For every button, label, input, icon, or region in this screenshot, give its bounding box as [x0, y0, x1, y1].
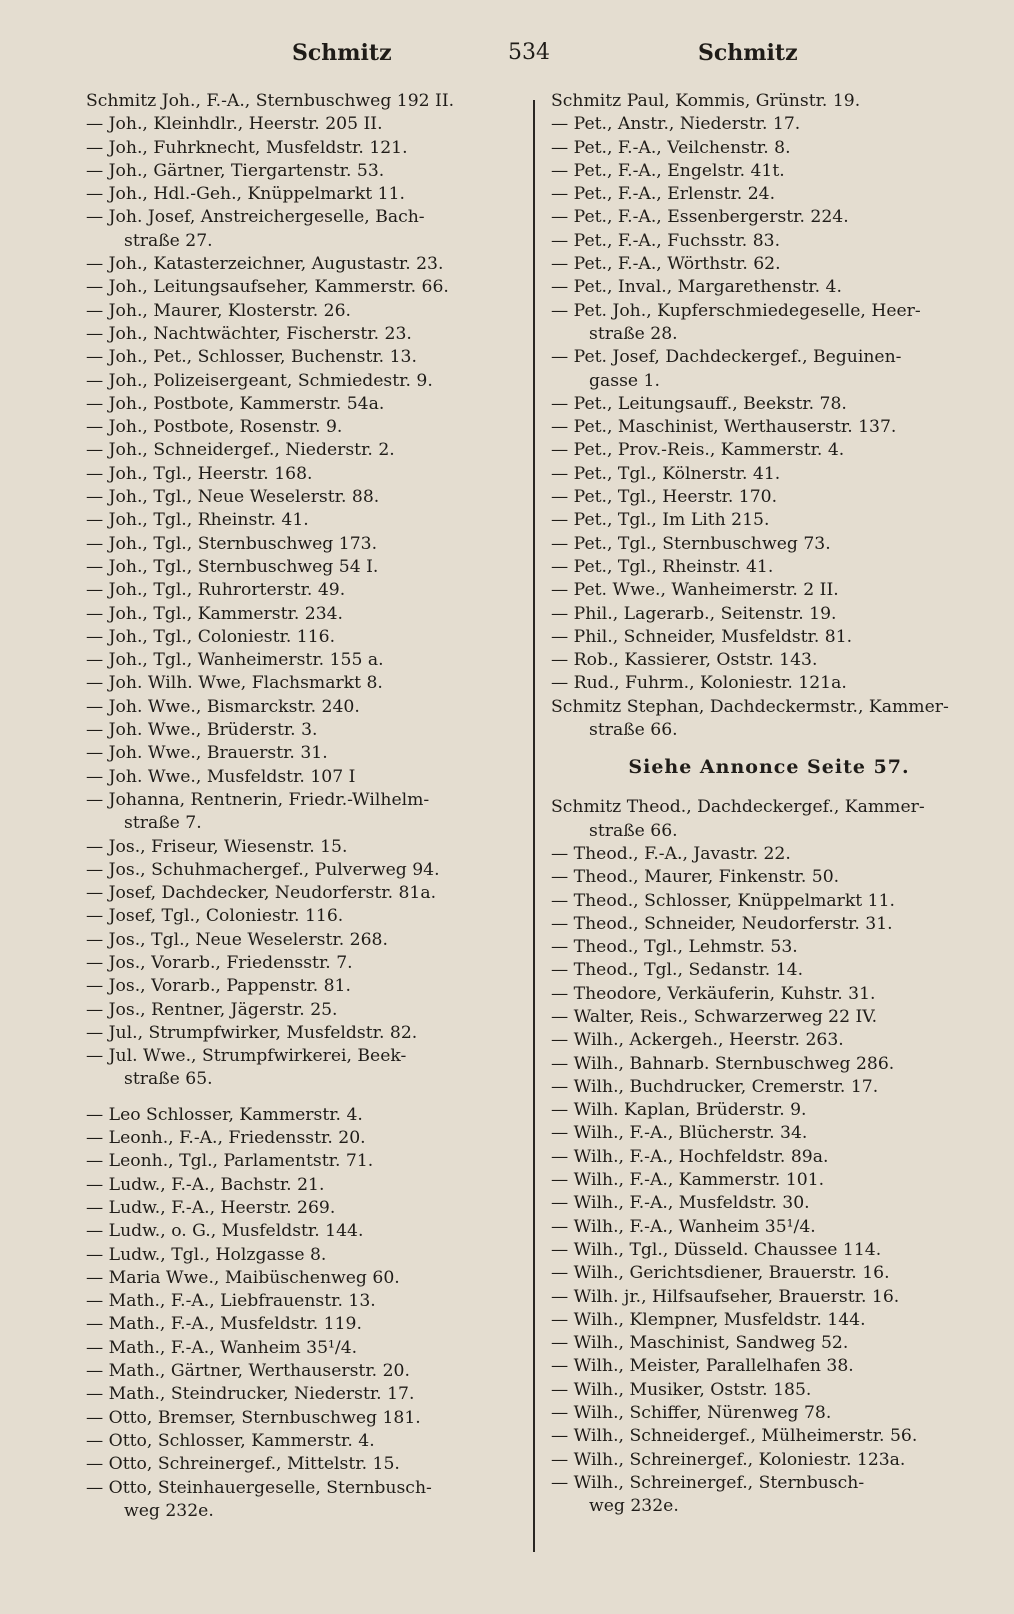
- directory-entry: — Theod., Maurer, Finkenstr. 50.: [551, 867, 840, 888]
- directory-entry: — Joh., Nachtwächter, Fischerstr. 23.: [86, 323, 412, 344]
- directory-entry: — Wilh., F.-A., Hochfeldstr. 89a.: [551, 1146, 829, 1167]
- directory-entry: — Wilh., Klempner, Musfeldstr. 144.: [551, 1309, 866, 1330]
- right-column-top: [551, 90, 987, 742]
- directory-entry: — Theod., Tgl., Lehmstr. 53.: [551, 937, 798, 958]
- directory-entry: weg 232e.: [589, 1496, 679, 1517]
- directory-entry: — Jos., Rentner, Jägerstr. 25.: [86, 999, 338, 1020]
- directory-entry: straße 66.: [589, 720, 678, 741]
- advertisement-notice: Siehe Annonce Seite 57.: [628, 756, 910, 779]
- page-number: 534: [508, 40, 550, 65]
- directory-entry: — Jul., Strumpfwirker, Musfeldstr. 82.: [86, 1022, 418, 1043]
- directory-entry: — Joh., Tgl., Wanheimerstr. 155 a.: [86, 650, 384, 671]
- directory-entry: — Pet., Anstr., Niederstr. 17.: [551, 114, 801, 135]
- directory-entry: — Walter, Reis., Schwarzerweg 22 IV.: [551, 1006, 878, 1027]
- directory-entry: — Theodore, Verkäuferin, Kuhstr. 31.: [551, 983, 876, 1004]
- directory-entry: — Joh., Tgl., Kammerstr. 234.: [86, 603, 344, 624]
- directory-entry: — Joh. Wwe., Musfeldstr. 107 I: [86, 766, 356, 787]
- directory-entry: — Wilh., Maschinist, Sandweg 52.: [551, 1333, 849, 1354]
- directory-entry: — Rob., Kassierer, Oststr. 143.: [551, 650, 818, 671]
- directory-entry: — Phil., Lagerarb., Seitenstr. 19.: [551, 603, 837, 624]
- directory-entry: — Johanna, Rentnerin, Friedr.-Wilhelm-: [86, 789, 430, 810]
- directory-entry: — Joh., Tgl., Rheinstr. 41.: [86, 510, 309, 531]
- directory-entry: — Pet., Inval., Margarethenstr. 4.: [551, 277, 842, 298]
- directory-entry: — Wilh., Schreinergef., Sternbusch-: [551, 1472, 865, 1493]
- directory-entry: — Pet., F.-A., Veilchenstr. 8.: [551, 137, 791, 158]
- directory-entry: — Leonh., F.-A., Friedensstr. 20.: [86, 1128, 366, 1149]
- directory-entry: — Wilh., F.-A., Blücherstr. 34.: [551, 1123, 808, 1144]
- directory-entry: — Jos., Schuhmachergef., Pulverweg 94.: [86, 859, 440, 880]
- directory-entry: — Pet., F.-A., Wörthstr. 62.: [551, 254, 781, 275]
- directory-entry: — Math., F.-A., Wanheim 35¹/4.: [86, 1337, 358, 1358]
- directory-entry: — Wilh., F.-A., Kammerstr. 101.: [551, 1170, 825, 1191]
- directory-entry: — Otto, Bremser, Sternbuschweg 181.: [86, 1407, 421, 1428]
- directory-entry: — Otto, Steinhauergeselle, Sternbusch-: [86, 1477, 432, 1498]
- directory-entry: gasse 1.: [589, 370, 660, 391]
- directory-entry: — Pet. Wwe., Wanheimerstr. 2 II.: [551, 580, 839, 601]
- directory-entry: straße 28.: [589, 323, 678, 344]
- right-column: [551, 90, 987, 1519]
- directory-entry: — Josef, Tgl., Coloniestr. 116.: [86, 906, 344, 927]
- directory-entry: — Wilh., Schneidergef., Mülheimerstr. 56.: [551, 1426, 918, 1447]
- directory-entry: — Otto, Schreinergef., Mittelstr. 15.: [86, 1454, 400, 1475]
- directory-entry: — Leonh., Tgl., Parlamentstr. 71.: [86, 1151, 374, 1172]
- directory-entry: — Pet., Leitungsauff., Beekstr. 78.: [551, 393, 847, 414]
- directory-entry: — Joh., Postbote, Rosenstr. 9.: [86, 417, 343, 438]
- directory-entry: — Rud., Fuhrm., Koloniestr. 121a.: [551, 673, 847, 694]
- directory-entry: — Theod., Tgl., Sedanstr. 14.: [551, 960, 804, 981]
- directory-entry: — Math., Gärtner, Werthauserstr. 20.: [86, 1361, 410, 1382]
- directory-entry: — Joh., Maurer, Klosterstr. 26.: [86, 300, 352, 321]
- right-column-bottom: [551, 796, 987, 1518]
- directory-entry: weg 232e.: [124, 1500, 214, 1521]
- directory-entry: — Pet., Maschinist, Werthauserstr. 137.: [551, 417, 897, 438]
- directory-entry: straße 7.: [124, 813, 202, 834]
- directory-entry: — Joh. Wwe., Bismarckstr. 240.: [86, 696, 360, 717]
- directory-entry: — Joh., Katasterzeichner, Augustastr. 23.: [86, 254, 444, 275]
- directory-entry: — Wilh., Ackergeh., Heerstr. 263.: [551, 1030, 844, 1051]
- directory-entry: — Math., Steindrucker, Niederstr. 17.: [86, 1384, 415, 1405]
- directory-entry: — Joh., Tgl., Sternbuschweg 54 I.: [86, 556, 379, 577]
- directory-entry: straße 27.: [124, 230, 213, 251]
- directory-entry: — Jos., Vorarb., Pappenstr. 81.: [86, 976, 351, 997]
- directory-entry: — Pet., F.-A., Erlenstr. 24.: [551, 184, 776, 205]
- directory-entry: — Joh. Wwe., Brüderstr. 3.: [86, 720, 318, 741]
- directory-entry: — Wilh., Meister, Parallelhafen 38.: [551, 1356, 854, 1377]
- directory-entry: — Ludw., F.-A., Heerstr. 269.: [86, 1197, 336, 1218]
- directory-entry: — Joh., Schneidergef., Niederstr. 2.: [86, 440, 395, 461]
- directory-entry: — Joh., Leitungsaufseher, Kammerstr. 66.: [86, 277, 449, 298]
- directory-entry: — Wilh., Gerichtsdiener, Brauerstr. 16.: [551, 1263, 890, 1284]
- directory-entry: — Jul. Wwe., Strumpfwirkerei, Beek-: [86, 1046, 407, 1067]
- directory-entry: — Joh., Fuhrknecht, Musfeldstr. 121.: [86, 137, 408, 158]
- directory-entry: — Joh., Gärtner, Tiergartenstr. 53.: [86, 160, 385, 181]
- directory-entry: — Pet., Tgl., Kölnerstr. 41.: [551, 463, 781, 484]
- directory-entry: — Joh. Wilh. Wwe, Flachsmarkt 8.: [86, 673, 383, 694]
- directory-entry: — Pet., Prov.-Reis., Kammerstr. 4.: [551, 440, 845, 461]
- directory-entry: — Pet., F.-A., Engelstr. 41t.: [551, 160, 785, 181]
- directory-entry: — Theod., F.-A., Javastr. 22.: [551, 843, 791, 864]
- directory-entry: — Josef, Dachdecker, Neudorferstr. 81a.: [86, 883, 437, 904]
- directory-entry: — Ludw., o. G., Musfeldstr. 144.: [86, 1221, 364, 1242]
- directory-entry: — Pet. Josef, Dachdeckergef., Beguinen-: [551, 347, 902, 368]
- directory-entry: — Otto, Schlosser, Kammerstr. 4.: [86, 1430, 375, 1451]
- directory-entry: — Math., F.-A., Musfeldstr. 119.: [86, 1314, 362, 1335]
- directory-entry: — Theod., Schlosser, Knüppelmarkt 11.: [551, 890, 896, 911]
- directory-entry: — Phil., Schneider, Musfeldstr. 81.: [551, 626, 853, 647]
- directory-entry: Schmitz Theod., Dachdeckergef., Kammer-: [551, 797, 925, 818]
- directory-entry: — Theod., Schneider, Neudorferstr. 31.: [551, 913, 893, 934]
- directory-entry: — Wilh. Kaplan, Brüderstr. 9.: [551, 1100, 807, 1121]
- directory-entry: — Wilh., Schiffer, Nürenweg 78.: [551, 1403, 832, 1424]
- directory-entry: — Wilh., Musiker, Oststr. 185.: [551, 1379, 812, 1400]
- left-column: [86, 90, 514, 1523]
- directory-entry: — Wilh., F.-A., Musfeldstr. 30.: [551, 1193, 810, 1214]
- directory-entry: — Joh., Pet., Schlosser, Buchenstr. 13.: [86, 347, 417, 368]
- directory-entry: — Math., F.-A., Liebfrauenstr. 13.: [86, 1291, 376, 1312]
- directory-entry: — Jos., Vorarb., Friedensstr. 7.: [86, 952, 353, 973]
- directory-entry: — Jos., Tgl., Neue Weselerstr. 268.: [86, 929, 388, 950]
- directory-entry: — Jos., Friseur, Wiesenstr. 15.: [86, 836, 348, 857]
- directory-entry: — Leo Schlosser, Kammerstr. 4.: [86, 1104, 363, 1125]
- running-head-right: Schmitz: [698, 40, 798, 66]
- directory-entry: — Joh., Polizeisergeant, Schmiedestr. 9.: [86, 370, 433, 391]
- directory-entry: — Joh., Tgl., Ruhrorterstr. 49.: [86, 580, 346, 601]
- directory-entry: — Maria Wwe., Maibüschenweg 60.: [86, 1267, 400, 1288]
- column-divider: [533, 100, 535, 1552]
- directory-entry: — Pet., Tgl., Rheinstr. 41.: [551, 556, 774, 577]
- directory-entry: — Pet., Tgl., Heerstr. 170.: [551, 487, 778, 508]
- directory-entry: — Ludw., Tgl., Holzgasse 8.: [86, 1244, 327, 1265]
- directory-entry: — Joh., Hdl.-Geh., Knüppelmarkt 11.: [86, 184, 406, 205]
- directory-entry: — Wilh., Buchdrucker, Cremerstr. 17.: [551, 1076, 879, 1097]
- directory-entry: — Joh., Kleinhdlr., Heerstr. 205 II.: [86, 114, 383, 135]
- page-header: [0, 40, 1014, 80]
- directory-entry: — Joh., Tgl., Heerstr. 168.: [86, 463, 313, 484]
- directory-entry: — Pet., F.-A., Fuchsstr. 83.: [551, 230, 781, 251]
- directory-entry: — Ludw., F.-A., Bachstr. 21.: [86, 1174, 325, 1195]
- directory-entry: straße 66.: [589, 820, 678, 841]
- directory-entry: — Joh., Tgl., Coloniestr. 116.: [86, 626, 336, 647]
- directory-entry: — Wilh. jr., Hilfsaufseher, Brauerstr. 16.: [551, 1286, 900, 1307]
- directory-entry: — Wilh., Bahnarb. Sternbuschweg 286.: [551, 1053, 895, 1074]
- directory-entry: Schmitz Joh., F.-A., Sternbuschweg 192 II.: [86, 91, 455, 111]
- directory-entry: — Wilh., F.-A., Wanheim 35¹/4.: [551, 1216, 816, 1237]
- directory-entry: — Joh., Postbote, Kammerstr. 54a.: [86, 393, 385, 414]
- directory-entry: — Pet., Tgl., Sternbuschweg 73.: [551, 533, 831, 554]
- directory-entry: straße 65.: [124, 1069, 213, 1090]
- directory-entry: — Joh., Tgl., Sternbuschweg 173.: [86, 533, 378, 554]
- directory-entry: — Pet. Joh., Kupferschmiedegeselle, Heer-: [551, 300, 921, 321]
- directory-entry: — Wilh., Schreinergef., Koloniestr. 123a.: [551, 1449, 906, 1470]
- directory-entry: — Pet., F.-A., Essenbergerstr. 224.: [551, 207, 849, 228]
- directory-entry: — Joh. Josef, Anstreichergeselle, Bach-: [86, 207, 425, 228]
- directory-entry: — Wilh., Tgl., Düsseld. Chaussee 114.: [551, 1239, 882, 1260]
- directory-entry: — Joh. Wwe., Brauerstr. 31.: [86, 743, 328, 764]
- directory-entry: — Pet., Tgl., Im Lith 215.: [551, 510, 770, 531]
- running-head-left: Schmitz: [292, 40, 392, 66]
- directory-entry: Schmitz Stephan, Dachdeckermstr., Kammer-: [551, 696, 949, 717]
- directory-entry: Schmitz Paul, Kommis, Grünstr. 19.: [551, 91, 861, 111]
- directory-entry: — Joh., Tgl., Neue Weselerstr. 88.: [86, 487, 380, 508]
